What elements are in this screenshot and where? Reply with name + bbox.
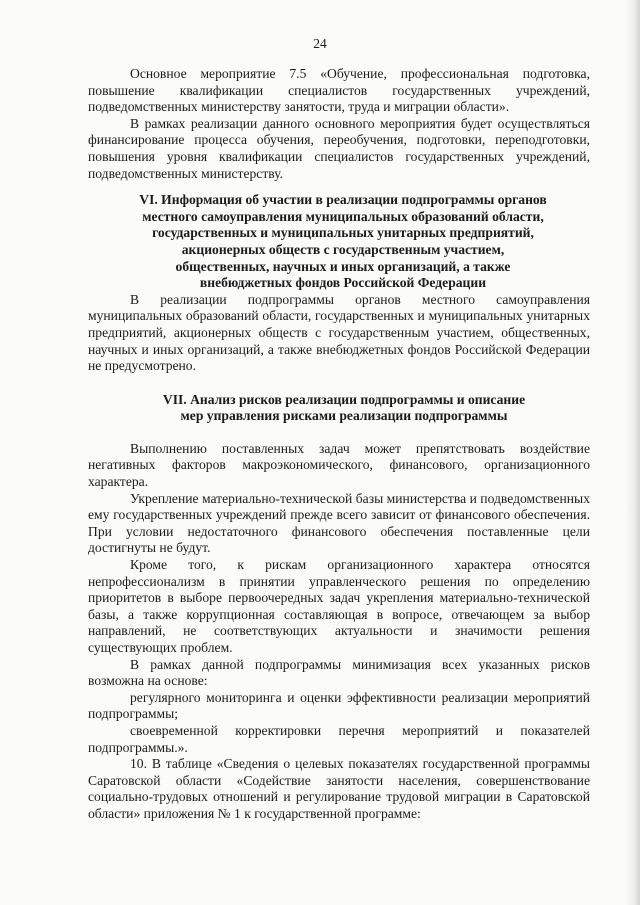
section-6-heading-line: общественных, научных и иных организаций, а также — [175, 258, 511, 274]
section-6-heading-line: местного самоуправления муниципальных образований области, — [142, 208, 544, 224]
scan-edge-shadow — [626, 0, 640, 905]
amendment-item-10: 10. В таблице «Сведения о целевых показателях государственной программы Саратовской области «Содействие занятости населения, совершенствование социально-трудовых отношений и регулирование трудовой миграции в Саратовской области» приложения № 1 к государственной программе: — [88, 756, 590, 821]
intro-paragraph-1: Основное мероприятие 7.5 «Обучение, профессиональная подготовка, повышение квалификации специалистов государственных учреждений, подведомственных министерству занятости, труда и миграции области». — [88, 66, 590, 115]
section-6-paragraph: В реализации подпрограммы органов местного самоуправления муниципальных образований области, государственных и муниципальных унитарных предприятий, акционерных обществ с государственным участием, общественных, научных и иных организаций, а также внебюджетных фондов Российской Федерации не предусмотрено. — [88, 291, 590, 374]
section-6-heading — [88, 192, 590, 292]
section-7-heading-line: мер управления рисками реализации подпрограммы — [180, 408, 508, 424]
section-7-paragraph-organizational: Кроме того, к рискам организационного характера относятся непрофессионализм в принятии управленческого решения по определению приоритетов в выборе первоочередных задач укрепления материально-технической базы, а также коррупционная составляющая в вопросе, отвечающем за выбор направлений, не соответствующих актуальности и значимости решения существующих проблем. — [88, 557, 590, 655]
page-number: 24 — [313, 36, 327, 51]
section-6-heading-line: акционерных обществ с государственным участием, — [181, 241, 505, 257]
section-7-heading — [88, 392, 590, 425]
section-6-heading-line: VI. Информация об участии в реализации подпрограммы органов — [139, 192, 547, 208]
section-7-paragraph-material-base: Укрепление материально-технической базы министерства и подведомственных ему государственных учреждений прежде всего зависит от финансового обеспечения. При условии недостаточного финансового обеспечения поставленные цели достигнуты не будут. — [88, 490, 590, 556]
intro-paragraph-2: В рамках реализации данного основного мероприятия будет осуществляться финансирование процесса обучения, переобучения, подготовки, переподготовки, повышения уровня квалификации специалистов государственных учреждений, подведомственных министерству. — [88, 115, 590, 181]
section-7-list-item-adjustment: своевременной корректировки перечня мероприятий и показателей подпрограммы.». — [88, 722, 590, 755]
section-7-list-item-monitoring: регулярного мониторинга и оценки эффективности реализации мероприятий подпрограммы; — [88, 689, 590, 722]
section-7-heading-line: VII. Анализ рисков реализации подпрограммы и описание — [162, 391, 526, 407]
document-body — [88, 66, 590, 823]
section-6-heading-line: внебюджетных фондов Российской Федерации — [199, 275, 487, 291]
section-7-paragraph-minimization: В рамках данной подпрограммы минимизация всех указанных рисков возможна на основе: — [88, 656, 590, 689]
section-7-paragraph-risks: Выполнению поставленных задач может препятствовать воздействие негативных факторов макроэкономического, финансового, организационного характера. — [88, 440, 590, 490]
section-6-heading-line: государственных и муниципальных унитарных предприятий, — [152, 225, 534, 241]
